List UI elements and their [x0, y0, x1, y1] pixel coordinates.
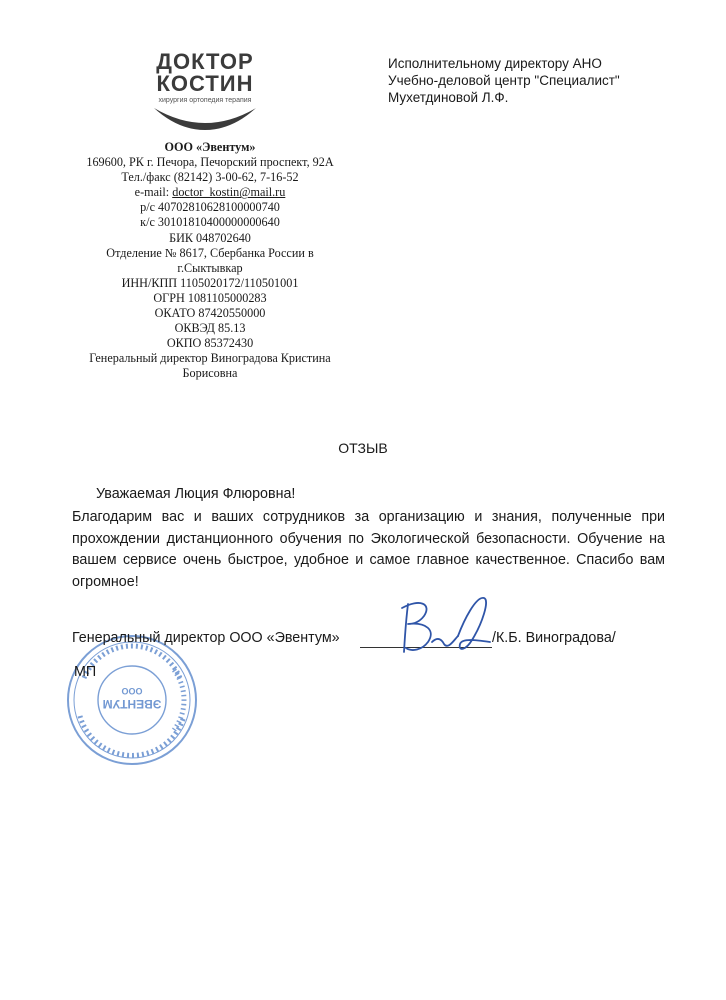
- inn-kpp: ИНН/КПП 1105020172/110501001: [121, 275, 299, 290]
- bank-name-line2: г.Сыктывкар: [177, 260, 243, 275]
- stamp-place-label: МП: [74, 664, 97, 680]
- email-label: e-mail:: [134, 185, 173, 200]
- company-logo: [140, 50, 270, 134]
- stamp-center-text: ЭВЕНТУМ: [102, 697, 162, 711]
- addressee-line1: Исполнительному директору АНО: [388, 56, 602, 71]
- company-phone: Тел./факс (82142) 3-00-62, 7-16-52: [121, 170, 299, 185]
- bank-name-line1: Отделение № 8617, Сбербанка России в: [106, 245, 314, 260]
- email-link[interactable]: doctor_kostin@mail.ru: [172, 185, 286, 200]
- logo-swoosh-icon: [152, 104, 258, 132]
- logo-line2: КОСТИН: [156, 71, 254, 96]
- company-email: [40, 185, 380, 200]
- signature-line: [72, 630, 652, 654]
- letter-title: ОТЗЫВ: [338, 440, 388, 456]
- bik: БИК 048702640: [169, 230, 251, 245]
- stamp-ooo: ООО: [121, 686, 143, 696]
- logo-tagline: хирургия ортопедия терапия: [158, 97, 252, 104]
- letter-greeting: Уважаемая Люция Флюровна!: [96, 486, 296, 502]
- signer-title: Генеральный директор ООО «Эвентум»: [72, 630, 340, 646]
- signer-name: /К.Б. Виноградова/: [492, 630, 616, 646]
- bank-account: р/с 40702810628100000740: [140, 200, 280, 215]
- addressee-line2: Учебно-деловой центр "Специалист": [388, 73, 620, 88]
- okato: ОКАТО 87420550000: [154, 306, 266, 321]
- addressee-line3: Мухетдиновой Л.Ф.: [388, 90, 509, 105]
- addressee-block: [388, 55, 620, 106]
- okpo: ОКПО 85372430: [166, 336, 254, 351]
- corr-account: к/с 30101810400000000640: [140, 215, 280, 230]
- company-address: 169600, РК г. Печора, Печорский проспект, 92А: [86, 155, 334, 170]
- company-name: ООО «Эвентум»: [164, 140, 256, 154]
- okved: ОКВЭД 85.13: [174, 321, 246, 336]
- letter-body: Благодарим вас и ваших сотрудников за организацию и знания, полученные при прохождении дистанционного обучения по Экологической безопасности. Обучение на вашем сервисе очень быстрое, удобное и самое главное качественное. Спасибо вам огромное!: [72, 509, 665, 590]
- director-line1: Генеральный директор Виноградова Кристина: [89, 351, 331, 366]
- company-requisites: [40, 140, 380, 382]
- handwritten-signature-icon: [372, 590, 502, 660]
- ogrn: ОГРН 1081105000283: [153, 290, 267, 305]
- logo-line1: ДОКТОР: [156, 49, 254, 74]
- director-line2: Борисовна: [182, 366, 238, 381]
